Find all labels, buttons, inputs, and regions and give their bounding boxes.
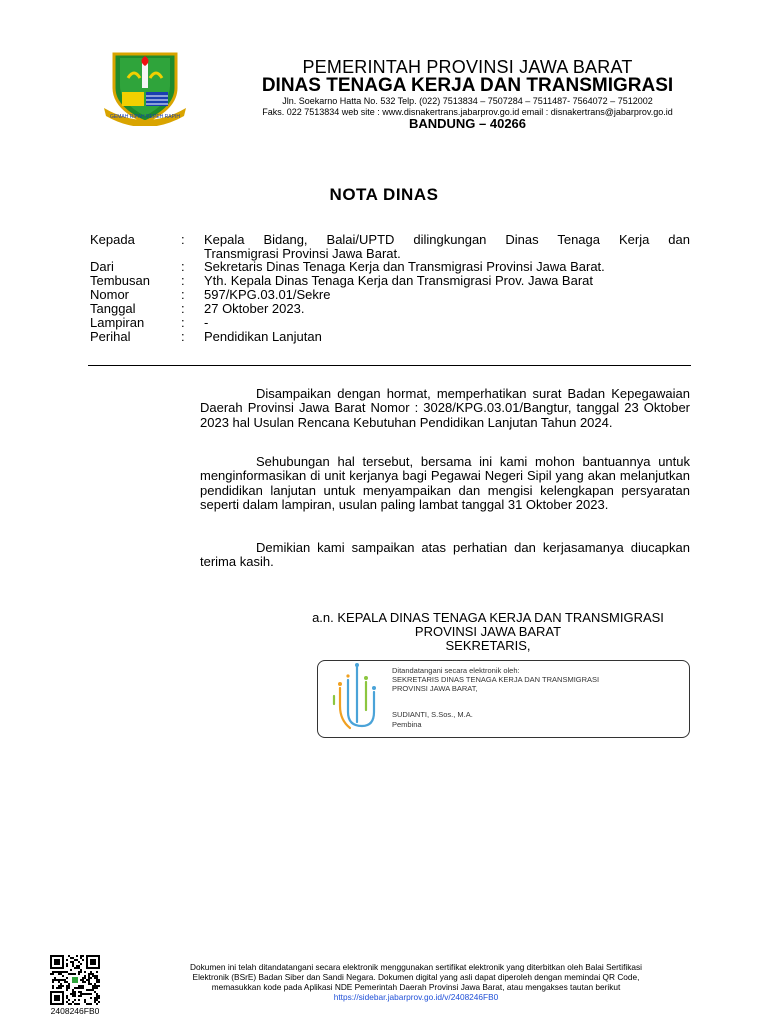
esign-signer-rank: Pembina [392,720,422,729]
qr-code-text: 2408246FB0 [50,1006,100,1016]
field-label-dari: Dari [90,259,114,274]
address-line: Jln. Soekarno Hatta No. 532 Telp. (022) 7513834 – 7507284 – 7511487- 7564072 – 7512002 [282,96,653,106]
city-postal: BANDUNG – 40266 [408,116,527,131]
verification-link[interactable]: https://sidebar.jabarprov.go.id/v/2408246FB0 [333,992,499,1002]
field-label-nomor: Nomor [90,287,130,302]
document-title: NOTA DINAS [329,185,439,204]
footer-note-3: memasukkan kode pada Aplikasi NDE Pemerintah Daerah Provinsi Jawa Barat, atau mengakses tautan berikut [211,982,621,992]
field-value-lampiran: - [204,315,209,330]
esign-signed-by: Ditandatangani secara elektronik oleh: [392,666,520,675]
signature-title-3: SEKRETARIS, [445,638,531,653]
field-label-tanggal: Tanggal [90,301,136,316]
field-value-kepada: Kepala Bidang, Balai/UPTD dilingkungan Dinas Tenaga Kerja dan [204,232,690,247]
field-label-kepada: Kepada [90,232,135,247]
field-colon: : [181,232,185,247]
west-java-emblem-icon [100,48,190,126]
field-value-kepada-cont: Transmigrasi Provinsi Jawa Barat. [204,246,401,261]
signature-title-1: a.n. KEPALA DINAS TENAGA KERJA DAN TRANSMIGRASI [312,610,664,625]
field-colon: : [181,329,185,344]
government-name: PEMERINTAH PROVINSI JAWA BARAT [302,57,633,77]
field-colon: : [181,287,185,302]
field-colon: : [181,301,185,316]
qr-code-icon [50,955,100,1005]
esign-signer-name: SUDIANTI, S.Sos., M.A. [392,710,473,719]
field-label-lampiran: Lampiran [90,315,145,330]
esign-role-1: SEKRETARIS DINAS TENAGA KERJA DAN TRANSMIGRASI [392,675,600,684]
esign-logo-icon [328,662,386,736]
field-label-perihal: Perihal [90,329,131,344]
header-divider [88,365,691,366]
field-value-perihal: Pendidikan Lanjutan [204,329,322,344]
signature-title-2: PROVINSI JAWA BARAT [414,624,562,639]
field-label-tembusan: Tembusan [90,273,150,288]
field-value-tanggal: 27 Oktober 2023. [204,301,305,316]
svg-text:GEMAH RIPAH REPEH RAPIH: GEMAH RIPAH REPEH RAPIH [110,114,180,120]
footer-note-1: Dokumen ini telah ditandatangani secara elektronik menggunakan sertifikat elektronik yang diterbitkan oleh Balai Sertifikasi [190,962,642,972]
agency-name: DINAS TENAGA KERJA DAN TRANSMIGRASI [261,75,674,96]
contact-line: Faks. 022 7513834 web site : www.disnakertrans.jabarprov.go.id email : disnakertrans@jabarprov.go.id [262,107,673,117]
body-paragraph-2: Sehubungan hal tersebut, bersama ini kami mohon bantuannya untuk menginformasikan di unit kerjanya bagi Pegawai Negeri Sipil yang akan melanjutkan pendidikan lanjutan untuk menyampaikan dan mengisi kelengkapan persyaratan seperti dalam lampiran, usulan paling lambat tanggal 31 Oktober 2023. [200,454,690,513]
body-paragraph-3: Demikian kami sampaikan atas perhatian dan kerjasamanya diucapkan terima kasih. [200,540,690,570]
body-paragraph-1: Disampaikan dengan hormat, memperhatikan surat Badan Kepegawaian Daerah Provinsi Jawa Barat Nomor : 3028/KPG.03.01/Bangtur, tanggal 23 Oktober 2023 hal Usulan Rencana Kebutuhan Pendidikan Lanjutan Tahun 2024. [200,386,690,430]
field-colon: : [181,315,185,330]
field-value-dari: Sekretaris Dinas Tenaga Kerja dan Transmigrasi Provinsi Jawa Barat. [204,259,605,274]
field-value-nomor: 597/KPG.03.01/Sekre [204,287,331,302]
field-colon: : [181,273,185,288]
esign-role-2: PROVINSI JAWA BARAT, [392,684,478,693]
field-colon: : [181,259,185,274]
field-value-tembusan: Yth. Kepala Dinas Tenaga Kerja dan Transmigrasi Prov. Jawa Barat [204,273,594,288]
footer-note-2: Elektronik (BSrE) Badan Siber dan Sandi Negara. Dokumen digital yang asli dapat diperoleh dengan memindai QR Code, [192,972,640,982]
